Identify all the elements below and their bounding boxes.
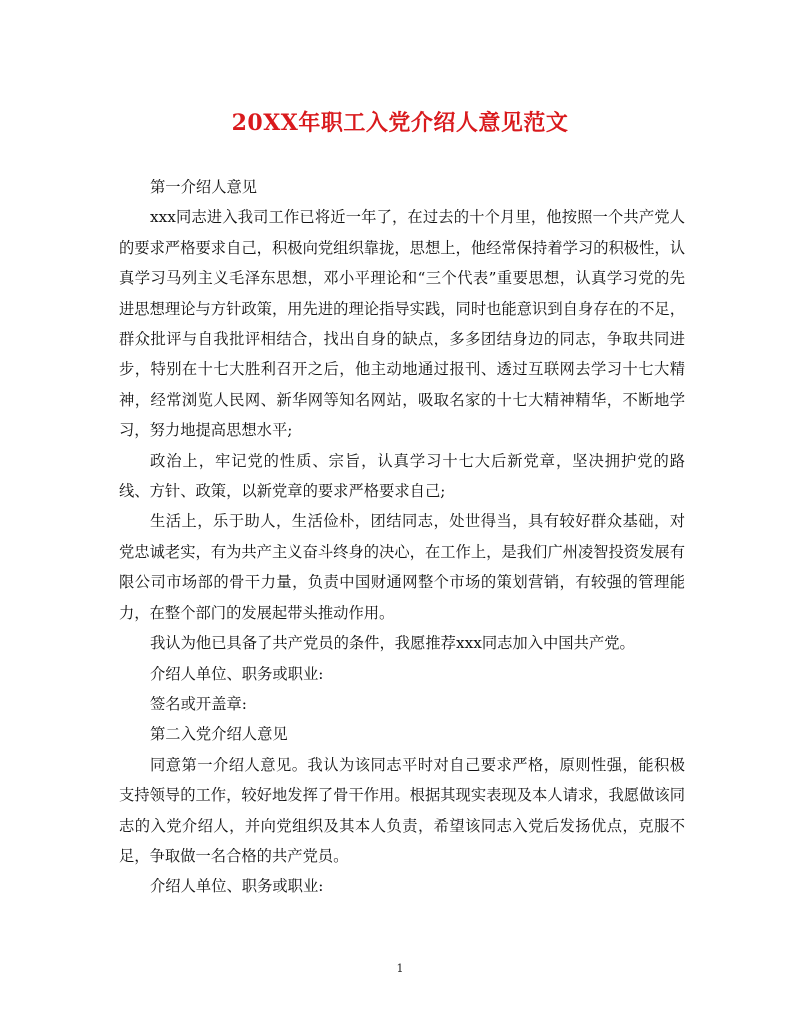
paragraph-first-introducer-heading: 第一介绍人意见 bbox=[150, 178, 258, 196]
paragraph-politics: 政治上，牢记党的性质、宗旨，认真学习十七大后新党章，坚决拥护党的路线、方针、政策，以新党章的要求严格要求自己; bbox=[119, 451, 685, 501]
page-number: 1 bbox=[396, 962, 404, 975]
paragraph-second-opinion: 同意第一介绍人意见。我认为该同志平时对自己要求严格，原则性强，能积极支持领导的工作，较好地发挥了骨干作用。根据其现实表现及本人请求，我愿做该同志的入党介绍人，并向党组织及其本人负责，希望该同志入党后发扬优点，克服不足，争取做一名合格的共产党员。 bbox=[119, 755, 685, 865]
paragraph-signature: 签名或开盖章: bbox=[150, 694, 247, 713]
paragraph-ideology: xxx同志进入我司工作已将近一年了，在过去的十个月里，他按照一个共产党人的要求严格要求自己，积极向党组织靠拢，思想上，他经常保持着学习的积极性，认真学习马列主义毛泽东思想，邓小平理论和“三个代表”重要思想，认真学习党的先进思想理论与方针政策，用先进的理论指导实践，同时也能意识到自身存在的不足，群众批评与自我批评相结合，找出自身的缺点，多多团结身边的同志，争取共同进步，特别在十七大胜利召开之后，他主动地通过报刊、透过互联网去学习十七大精神，经常浏览人民网、新华网等知名网站，吸取名家的十七大精神精华，不断地学习，努力地提高思想水平; bbox=[119, 208, 685, 440]
paragraph-introducer-unit-1: 介绍人单位、职务或职业: bbox=[150, 664, 324, 683]
paragraph-second-introducer-heading: 第二入党介绍人意见 bbox=[150, 725, 288, 744]
paragraph-recommendation: 我认为他已具备了共产党员的条件，我愿推荐xxx同志加入中国共产党。 bbox=[150, 634, 635, 653]
document-body bbox=[119, 172, 685, 902]
document-title: 20XX年职工入党介绍人意见范文 bbox=[231, 110, 569, 136]
paragraph-life-work: 生活上，乐于助人，生活俭朴，团结同志，处世得当，具有较好群众基础，对党忠诚老实，有为共产主义奋斗终身的决心，在工作上，是我们广州凌智投资发展有限公司市场部的骨干力量，负责中国财通网整个市场的策划营销，有较强的管理能力，在整个部门的发展起带头推动作用。 bbox=[119, 512, 685, 622]
paragraph-introducer-unit-2: 介绍人单位、职务或职业: bbox=[150, 877, 324, 896]
